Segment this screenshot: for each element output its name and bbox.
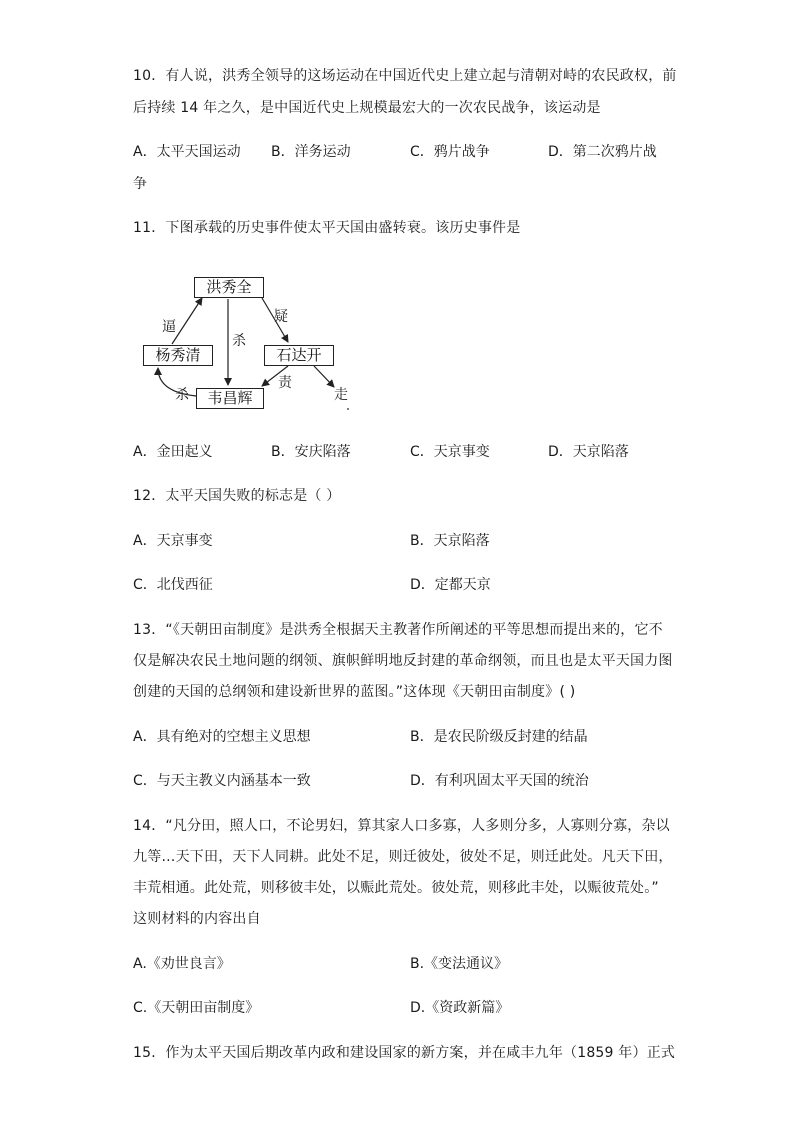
- q13-stem-line2: 仅是解决农民土地问题的纲领、旗帜鲜明地反封建的革命纲领，而且也是太平天国力图: [133, 653, 673, 669]
- edge-label-sha-center: 杀: [232, 333, 246, 349]
- q10-option-a: A．太平天国运动: [133, 144, 241, 160]
- edge-label-bi: 逼: [162, 319, 176, 335]
- q10-option-b: B．洋务运动: [271, 144, 351, 160]
- q14-stem-line1: 14．“凡分田，照人口，不论男妇，算其家人口多寡，人多则分多，人寡则分寡，杂以: [133, 818, 670, 834]
- q11-relationship-diagram: [138, 268, 358, 418]
- q14-stem-line4: 这则材料的内容出自: [133, 911, 261, 927]
- q12-stem: 12．太平天国失败的标志是（ ）: [133, 488, 341, 504]
- q12-option-c: C．北伐西征: [133, 577, 213, 593]
- q10-stem-line1: 10．有人说，洪秀全领导的这场运动在中国近代史上建立起与清朝对峙的农民政权，前: [133, 68, 677, 84]
- q13-stem-line3: 创建的天国的总纲领和建设新世界的蓝图。”这体现《天朝田亩制度》( ): [133, 684, 576, 700]
- q15-stem-line1: 15．作为太平天国后期改革内政和建设国家的新方案，并在咸丰九年（1859 年）正式: [133, 1045, 676, 1061]
- q11-option-a: A．金田起义: [133, 444, 213, 460]
- q13-option-a: A．具有绝对的空想主义思想: [133, 729, 311, 745]
- q10-stem-line2: 后持续 14 年之久，是中国近代史上规模最宏大的一次农民战争，该运动是: [133, 100, 601, 116]
- edge-label-sha-left: 杀: [175, 387, 189, 403]
- q14-option-a: A.《劝世良言》: [133, 956, 231, 972]
- q12-option-d: D．定都天京: [410, 577, 491, 593]
- q13-option-b: B．是农民阶级反封建的结晶: [410, 729, 588, 745]
- q10-option-d: D．第二次鸦片战: [548, 144, 657, 160]
- q14-option-d: D.《资政新篇》: [410, 1000, 510, 1016]
- node-yang-xiuqing: 杨秀清: [143, 345, 213, 366]
- q11-stem: 11．下图承载的历史事件使太平天国由盛转衰。该历史事件是: [133, 220, 521, 236]
- q14-option-b: B.《变法通议》: [410, 956, 509, 972]
- q13-option-d: D．有利巩固太平天国的统治: [410, 773, 589, 789]
- edge-label-zou: 走: [334, 387, 348, 403]
- arrow-shi-leave: [314, 366, 334, 387]
- node-shi-dakai: 石达开: [264, 345, 334, 366]
- q13-stem-line1: 13．“《天朝田亩制度》是洪秀全根据天主教著作所阐述的平等思想而提出来的，它不: [133, 622, 663, 638]
- node-hong-xiuquan: 洪秀全: [194, 277, 264, 298]
- q10-option-d-continued: 争: [133, 176, 147, 192]
- edge-label-ze: 责: [278, 375, 292, 391]
- node-wei-changhui: 韦昌辉: [196, 388, 264, 409]
- q14-stem-line3: 丰荒相通。此处荒，则移彼丰处，以赈此荒处。彼处荒，则移此丰处，以赈彼荒处。”: [133, 880, 659, 896]
- q10-option-c: C．鸦片战争: [410, 144, 490, 160]
- q11-option-c: C．天京事变: [410, 444, 490, 460]
- q14-stem-line2: 九等…天下田，天下人同耕。此处不足，则迁彼处，彼处不足，则迁此处。凡天下田，: [133, 849, 673, 865]
- q12-option-b: B．天京陷落: [410, 533, 490, 549]
- q11-option-d: D．天京陷落: [548, 444, 629, 460]
- q13-option-c: C．与天主教义内涵基本一致: [133, 773, 311, 789]
- edge-label-yi: 疑: [274, 309, 288, 325]
- q11-option-b: B．安庆陷落: [271, 444, 351, 460]
- q14-option-c: C.《天朝田亩制度》: [133, 1000, 260, 1016]
- arrow-yang-to-hong: [172, 298, 202, 344]
- q12-option-a: A．天京事变: [133, 533, 213, 549]
